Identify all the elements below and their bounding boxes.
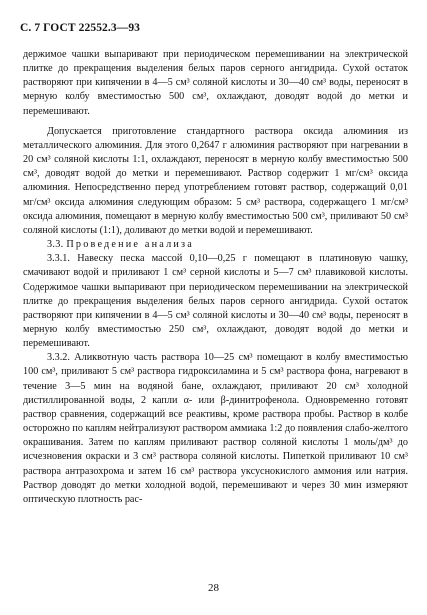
- paragraph-continuation: держимое чашки выпаривают при периодическом перемешивании на электрической плитке до прекращения выделения белых паров серного ангидрида. Сухой остаток растворяют при кипячении в 4—5 см³ соляной кислоты и 30—40 см³ воды, переносят в мерную колбу вместимостью 500 см³, охлаждают, доводят водой до метки и перемешивают.: [23, 49, 408, 117]
- document-body: [23, 48, 408, 507]
- section-title: Проведение анализа: [66, 239, 194, 251]
- paragraph-alternative-standard: Допускается приготовление стандартного раствора оксида алюминия из металлического алюминия. Для этого 0,2647 г алюминия растворяют при нагревании в 20 см³ соляной кислоты 1:1, охлаждают, переносят в мерную колбу вместимостью 500 см³, доводят водой до метки и перемешивают. Раствор содержит 1 мг/см³ оксида алюминия. Непосредственно перед употреблением готовят раствор, содержащий 0,01 мг/см³ оксида алюминия следующим образом: 5 см³ раствора, содержащего 1 мг/см³ оксида алюминия, помещают в мерную колбу вместимостью 500 см³, приливают 50 см³ соляной кислоты (1:1), доливают до метки водой и перемешивают.: [23, 125, 408, 236]
- paragraph-3-3-1: 3.3.1. Навеску песка массой 0,10—0,25 г помещают в платиновую чашку, смачивают водой и приливают 1 см³ серной кислоты и 5—7 см³ плавиковой кислоты. Содержимое чашки выпаривают при периодическом перемешивании на электрической плитке до прекращения выделения белых паров серного ангидрида. Сухой остаток растворяют при кипячении в 4—5 см³ соляной кислоты и 30—40 см³ воды, переносят в мерную колбу вместимостью 250 см³, охлаждают, доводят водой до метки и перемешивают.: [23, 253, 408, 350]
- page-number: 28: [208, 582, 219, 594]
- section-number: 3.3.: [47, 239, 64, 251]
- page-header: С. 7 ГОСТ 22552.3—93: [20, 22, 141, 34]
- paragraph-3-3-2: 3.3.2. Аликвотную часть раствора 10—25 см³ помещают в колбу вместимостью 100 см³, приливают 5 см³ раствора гидроксиламина и 5 см³ раствора фона, нагревают в течение 3—5 мин на водяной бане, охлаждают, приливают 20 см³ холодной дистиллированной воды, 2 капли α- или β-динитрофенола. Одновременно готовят раствор сравнения, содержащий все реактивы, кроме раствора пробы. Раствор в колбе осторожно по каплям нейтрализуют раствором аммиака 1:2 до появления слабо-желтого окрашивания. Затем по каплям приливают раствор соляной кислоты 1 моль/дм³ до исчезновения окраски и 3 см³ раствора соляной кислоты. Пипеткой приливают 10 см³ раствора антразохрома и затем 16 см³ раствора уксуснокислого аммония или натрия. Раствор доводят до метки холодной водой, перемешивают и через 30 мин измеряют оптическую плотность рас-: [23, 352, 408, 505]
- section-heading: [23, 238, 408, 252]
